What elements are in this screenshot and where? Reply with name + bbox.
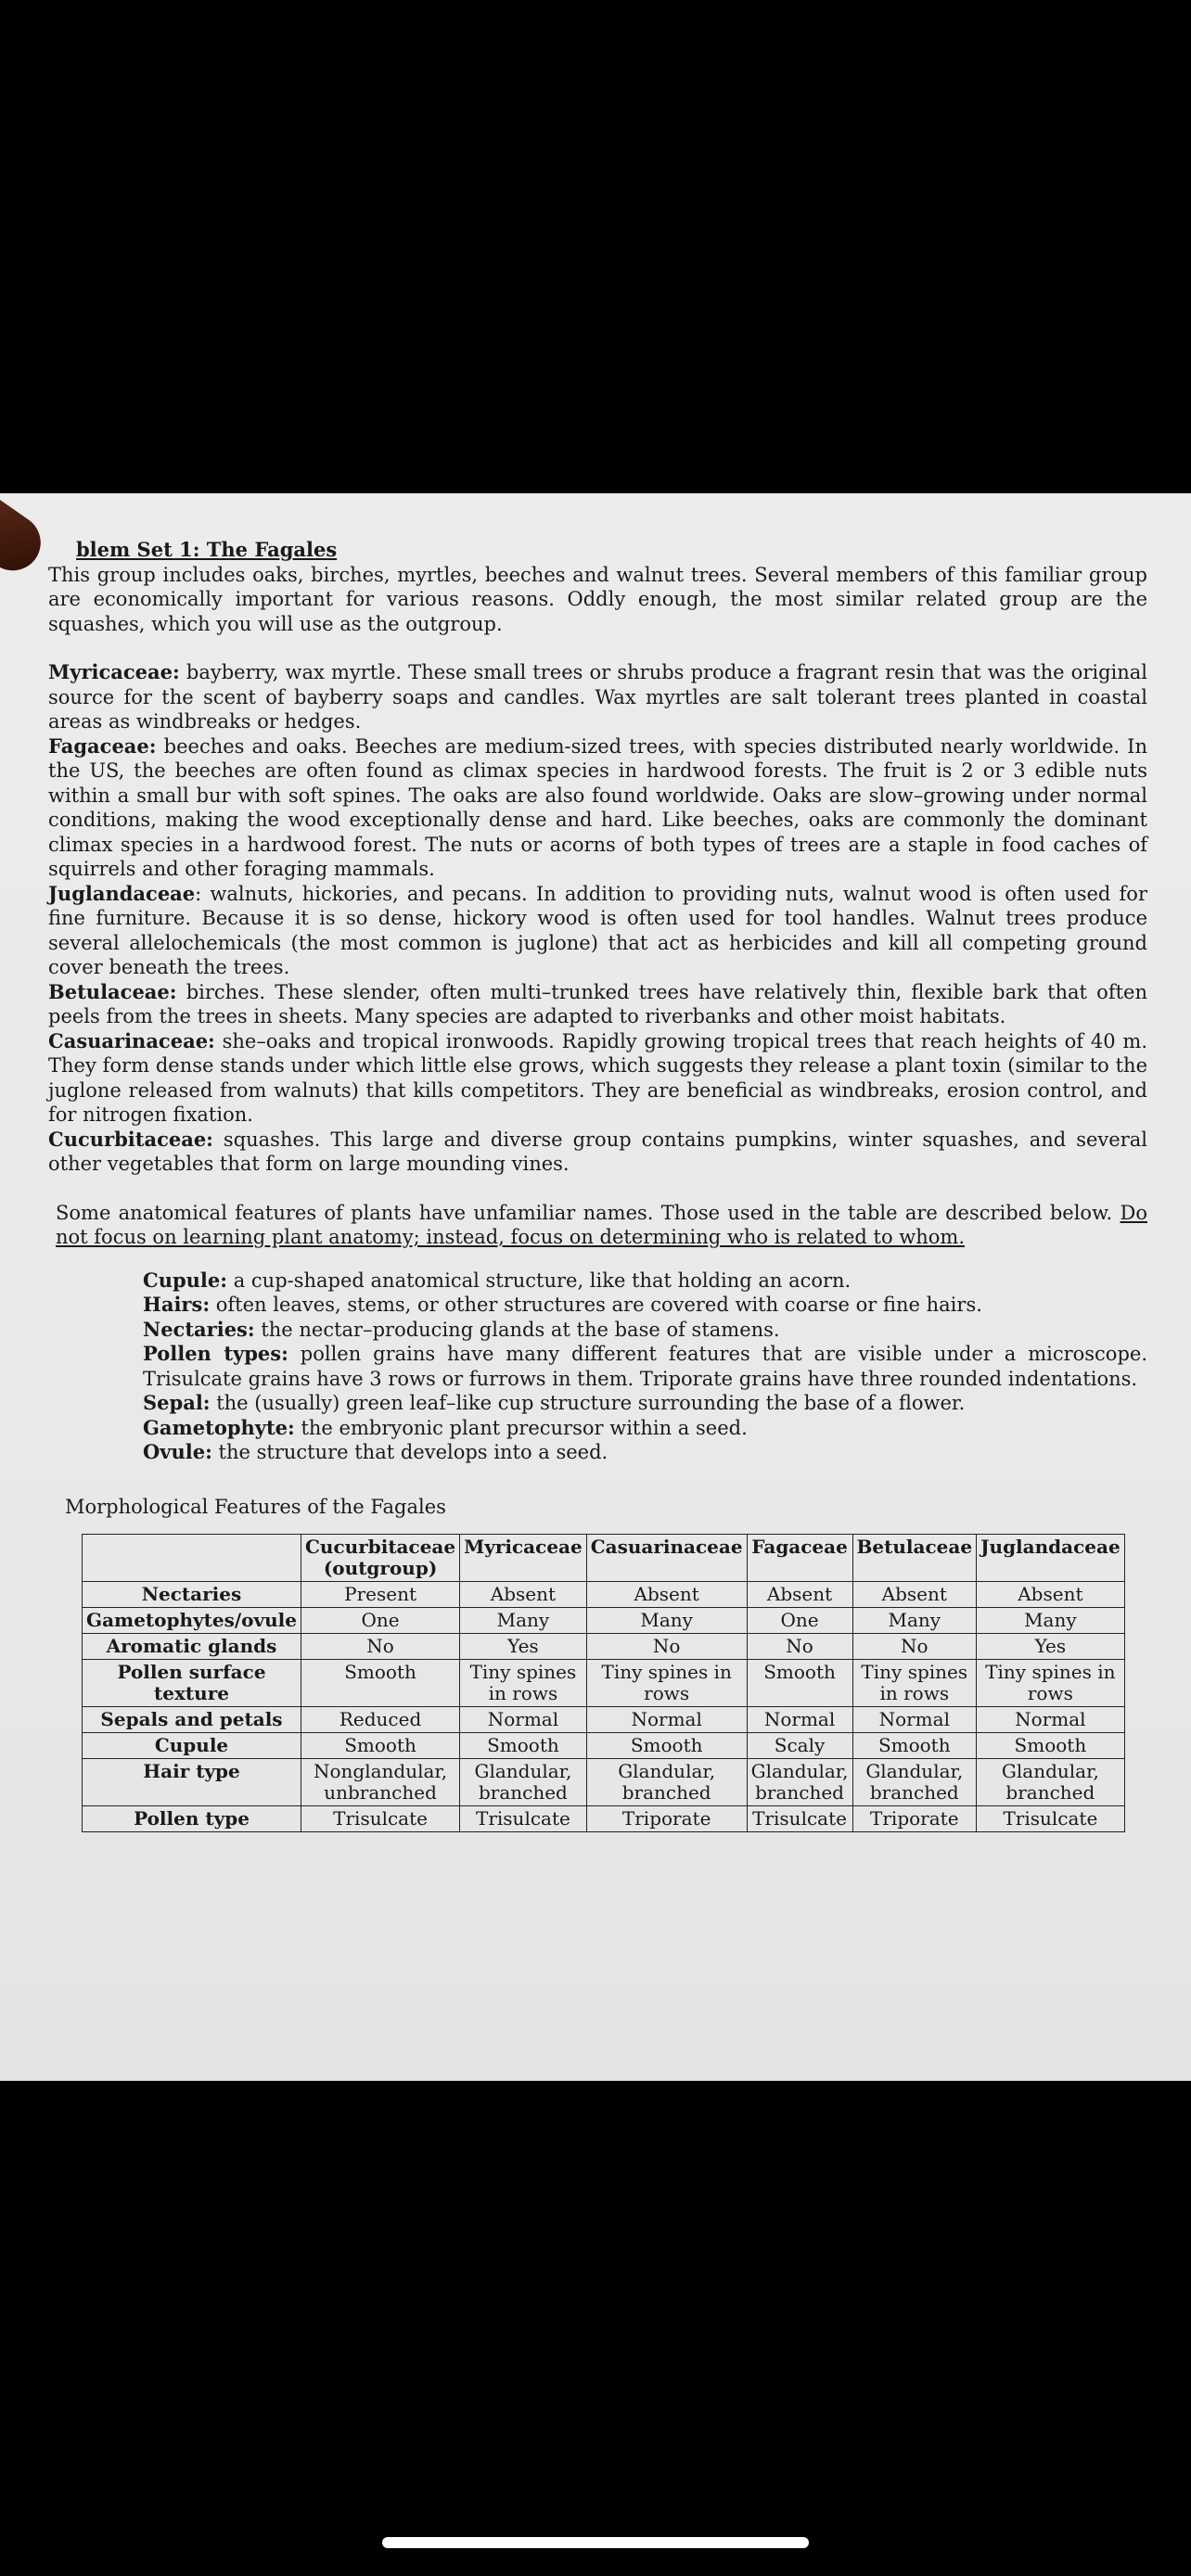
family-paragraph [48, 660, 1147, 734]
table-cell: Smooth [301, 1733, 460, 1759]
definition-text: often leaves, stems, or other structures are covered with coarse or fine hairs. [210, 1294, 982, 1316]
table-cell: No [747, 1634, 852, 1660]
table-cell: Many [852, 1608, 977, 1634]
family-name: Cucurbitaceae: [48, 1127, 213, 1151]
definition-term: Hairs: [143, 1293, 211, 1316]
table-cell: Smooth [301, 1660, 460, 1707]
definition-item [143, 1318, 1147, 1343]
table-cell: Absent [747, 1582, 852, 1608]
table-cell: Trisulcate [301, 1806, 460, 1832]
table-cell: Glandular, branched [460, 1759, 587, 1806]
table-cell: No [586, 1634, 747, 1660]
family-paragraph [48, 1128, 1147, 1177]
row-label: Nectaries [83, 1582, 301, 1608]
family-description: birches. These slender, often multi–trunked trees have relatively thin, flexible bark that often peels from the trees in sheets. Many species are adapted to riverbanks and other moist habitats. [48, 980, 1147, 1027]
table-cell: Many [977, 1608, 1125, 1634]
definition-text: the embryonic plant precursor within a seed. [294, 1416, 748, 1439]
column-header: Juglandaceae [977, 1535, 1125, 1582]
table-cell: Absent [586, 1582, 747, 1608]
family-description: squashes. This large and diverse group contains pumpkins, winter squashes, and several other vegetables that form on large mounding vines. [48, 1128, 1147, 1175]
table-caption: Morphological Features of the Fagales [65, 1495, 446, 1518]
definition-item [143, 1416, 1147, 1441]
family-name: Fagaceae: [48, 733, 157, 758]
table-cell: Yes [460, 1634, 587, 1660]
row-label: Pollen surface texture [83, 1660, 301, 1707]
table-cell: One [747, 1608, 852, 1634]
table-cell: Reduced [301, 1707, 460, 1733]
family-paragraph [48, 734, 1147, 882]
column-header [83, 1535, 301, 1582]
family-description: beeches and oaks. Beeches are medium-sized trees, with species distributed nearly worldwide. In the US, the beeches are often found as climax species in hardwood forests. The fruit is 2 or 3 edible nuts within a small bur with soft spines. The oaks are also found worldwide. Oaks are slow–growing under normal conditions, making the wood exceptionally dense and hard. Like beeches, oaks are commonly the dominant climax species in a hardwood forest. The nuts or acorns of both types of trees are a staple in food caches of squirrels and other foraging mammals. [48, 734, 1147, 880]
family-descriptions [48, 660, 1147, 1177]
anatomy-note: Do not focus on learning plant anatomy; instead, focus on determining who is related to whom. [56, 1201, 1147, 1248]
definition-text: pollen grains have many different features that are visible under a microscope. Trisulcate grains have 3 rows or furrows in them. Triporate grains have three rounded indentations. [143, 1343, 1147, 1390]
table-cell: Smooth [586, 1733, 747, 1759]
definition-term: Cupule: [143, 1268, 228, 1292]
column-header: Casuarinaceae [586, 1535, 747, 1582]
column-header: Fagaceae [747, 1535, 852, 1582]
definition-term: Gametophyte: [143, 1415, 295, 1439]
column-header: Cucurbitaceae (outgroup) [301, 1535, 460, 1582]
definition-text: the structure that develops into a seed. [211, 1441, 608, 1463]
row-label: Sepals and petals [83, 1707, 301, 1733]
table-cell: Smooth [977, 1733, 1125, 1759]
anatomy-intro-paragraph [56, 1201, 1147, 1250]
table-cell: Absent [460, 1582, 587, 1608]
table-cell: Glandular, branched [747, 1759, 852, 1806]
morphology-table [82, 1534, 1125, 1832]
table-cell: Present [301, 1582, 460, 1608]
definition-item [143, 1293, 1147, 1318]
table-cell: Many [460, 1608, 587, 1634]
definition-item [143, 1391, 1147, 1416]
family-paragraph [48, 980, 1147, 1029]
table-cell: Many [586, 1608, 747, 1634]
table-cell: Scaly [747, 1733, 852, 1759]
table-cell: Glandular, branched [852, 1759, 977, 1806]
table-body [83, 1582, 1125, 1832]
definition-term: Ovule: [143, 1440, 212, 1463]
definition-text: the nectar–producing glands at the base of stamens. [254, 1318, 780, 1341]
document-content [48, 538, 1147, 1832]
family-name: Juglandaceae [48, 881, 196, 905]
column-header: Myricaceae [460, 1535, 587, 1582]
table-row [83, 1582, 1125, 1608]
table-cell: One [301, 1608, 460, 1634]
family-description: bayberry, wax myrtle. These small trees or shrubs produce a fragrant resin that was the original source for the scent of bayberry soaps and candles. Wax myrtles are salt tolerant trees planted in coastal areas as windbreaks or hedges. [48, 661, 1147, 733]
table-row [83, 1759, 1125, 1806]
table-header-row [83, 1535, 1125, 1582]
table-cell: Yes [977, 1634, 1125, 1660]
table-row [83, 1660, 1125, 1707]
definition-item [143, 1269, 1147, 1294]
definition-term: Pollen types: [143, 1342, 288, 1365]
table-cell: Nonglandular, unbranched [301, 1759, 460, 1806]
table-cell: Smooth [460, 1733, 587, 1759]
table-cell: Absent [852, 1582, 977, 1608]
table-cell: No [852, 1634, 977, 1660]
table-row [83, 1806, 1125, 1832]
home-indicator[interactable] [382, 2537, 809, 2548]
table-cell: Normal [977, 1707, 1125, 1733]
row-label: Pollen type [83, 1806, 301, 1832]
family-paragraph [48, 882, 1147, 980]
intro-paragraph: This group includes oaks, birches, myrtles, beeches and walnut trees. Several members of this familiar group are economically important for various reasons. Oddly enough, the most similar related group are the squashes, which you will use as the outgroup. [48, 563, 1147, 635]
table-cell: Normal [852, 1707, 977, 1733]
table-cell: Tiny spines in rows [586, 1660, 747, 1707]
table-cell: Smooth [852, 1733, 977, 1759]
column-header: Betulaceae [852, 1535, 977, 1582]
family-description: she–oaks and tropical ironwoods. Rapidly growing tropical trees that reach heights of 40 m. They form dense stands under which little else grows, which suggests they release a plant toxin (similar to the juglone released from walnuts) that kills competitors. They are beneficial as windbreaks, erosion control, and for nitrogen fixation. [48, 1029, 1147, 1126]
table-cell: Trisulcate [747, 1806, 852, 1832]
table-cell: Absent [977, 1582, 1125, 1608]
table-cell: Tiny spines in rows [852, 1660, 977, 1707]
table-cell: Smooth [747, 1660, 852, 1707]
definition-term: Nectaries: [143, 1317, 255, 1341]
table-cell: Trisulcate [977, 1806, 1125, 1832]
table-cell: Triporate [852, 1806, 977, 1832]
table-cell: Glandular, branched [586, 1759, 747, 1806]
family-name: Casuarinaceae: [48, 1028, 215, 1052]
definition-text: the (usually) green leaf–like cup structure surrounding the base of a flower. [210, 1392, 966, 1414]
table-cell: No [301, 1634, 460, 1660]
table-cell: Triporate [586, 1806, 747, 1832]
row-label: Aromatic glands [83, 1634, 301, 1660]
definition-item [143, 1342, 1147, 1391]
table-cell: Trisulcate [460, 1806, 587, 1832]
family-name: Betulaceae: [48, 979, 177, 1003]
table-row [83, 1634, 1125, 1660]
table-cell: Tiny spines in rows [977, 1660, 1125, 1707]
definition-term: Sepal: [143, 1391, 211, 1414]
family-name: Myricaceae: [48, 660, 180, 683]
row-label: Hair type [83, 1759, 301, 1806]
definition-text: a cup-shaped anatomical structure, like that holding an acorn. [227, 1269, 852, 1292]
family-description: : walnuts, hickories, and pecans. In addition to providing nuts, walnut wood is often used for fine furniture. Because it is so dense, hickory wood is often used for tool handles. Walnut trees produce several allelochemicals (the most common is juglone) that act as herbicides and kill all competing ground cover beneath the trees. [48, 882, 1147, 978]
row-label: Cupule [83, 1733, 301, 1759]
table-row [83, 1608, 1125, 1634]
row-label: Gametophytes/ovule [83, 1608, 301, 1634]
anatomy-intro-text: Some anatomical features of plants have unfamiliar names. Those used in the table are described below. [56, 1201, 1121, 1224]
family-paragraph [48, 1029, 1147, 1128]
table-cell: Normal [586, 1707, 747, 1733]
table-cell: Normal [747, 1707, 852, 1733]
page-title: blem Set 1: The Fagales [76, 538, 338, 561]
table-row [83, 1707, 1125, 1733]
definition-item [143, 1440, 1147, 1465]
table-cell: Glandular, branched [977, 1759, 1125, 1806]
table-cell: Tiny spines in rows [460, 1660, 587, 1707]
table-cell: Normal [460, 1707, 587, 1733]
definitions-list [143, 1269, 1147, 1465]
table-row [83, 1733, 1125, 1759]
document-page [0, 493, 1191, 2081]
